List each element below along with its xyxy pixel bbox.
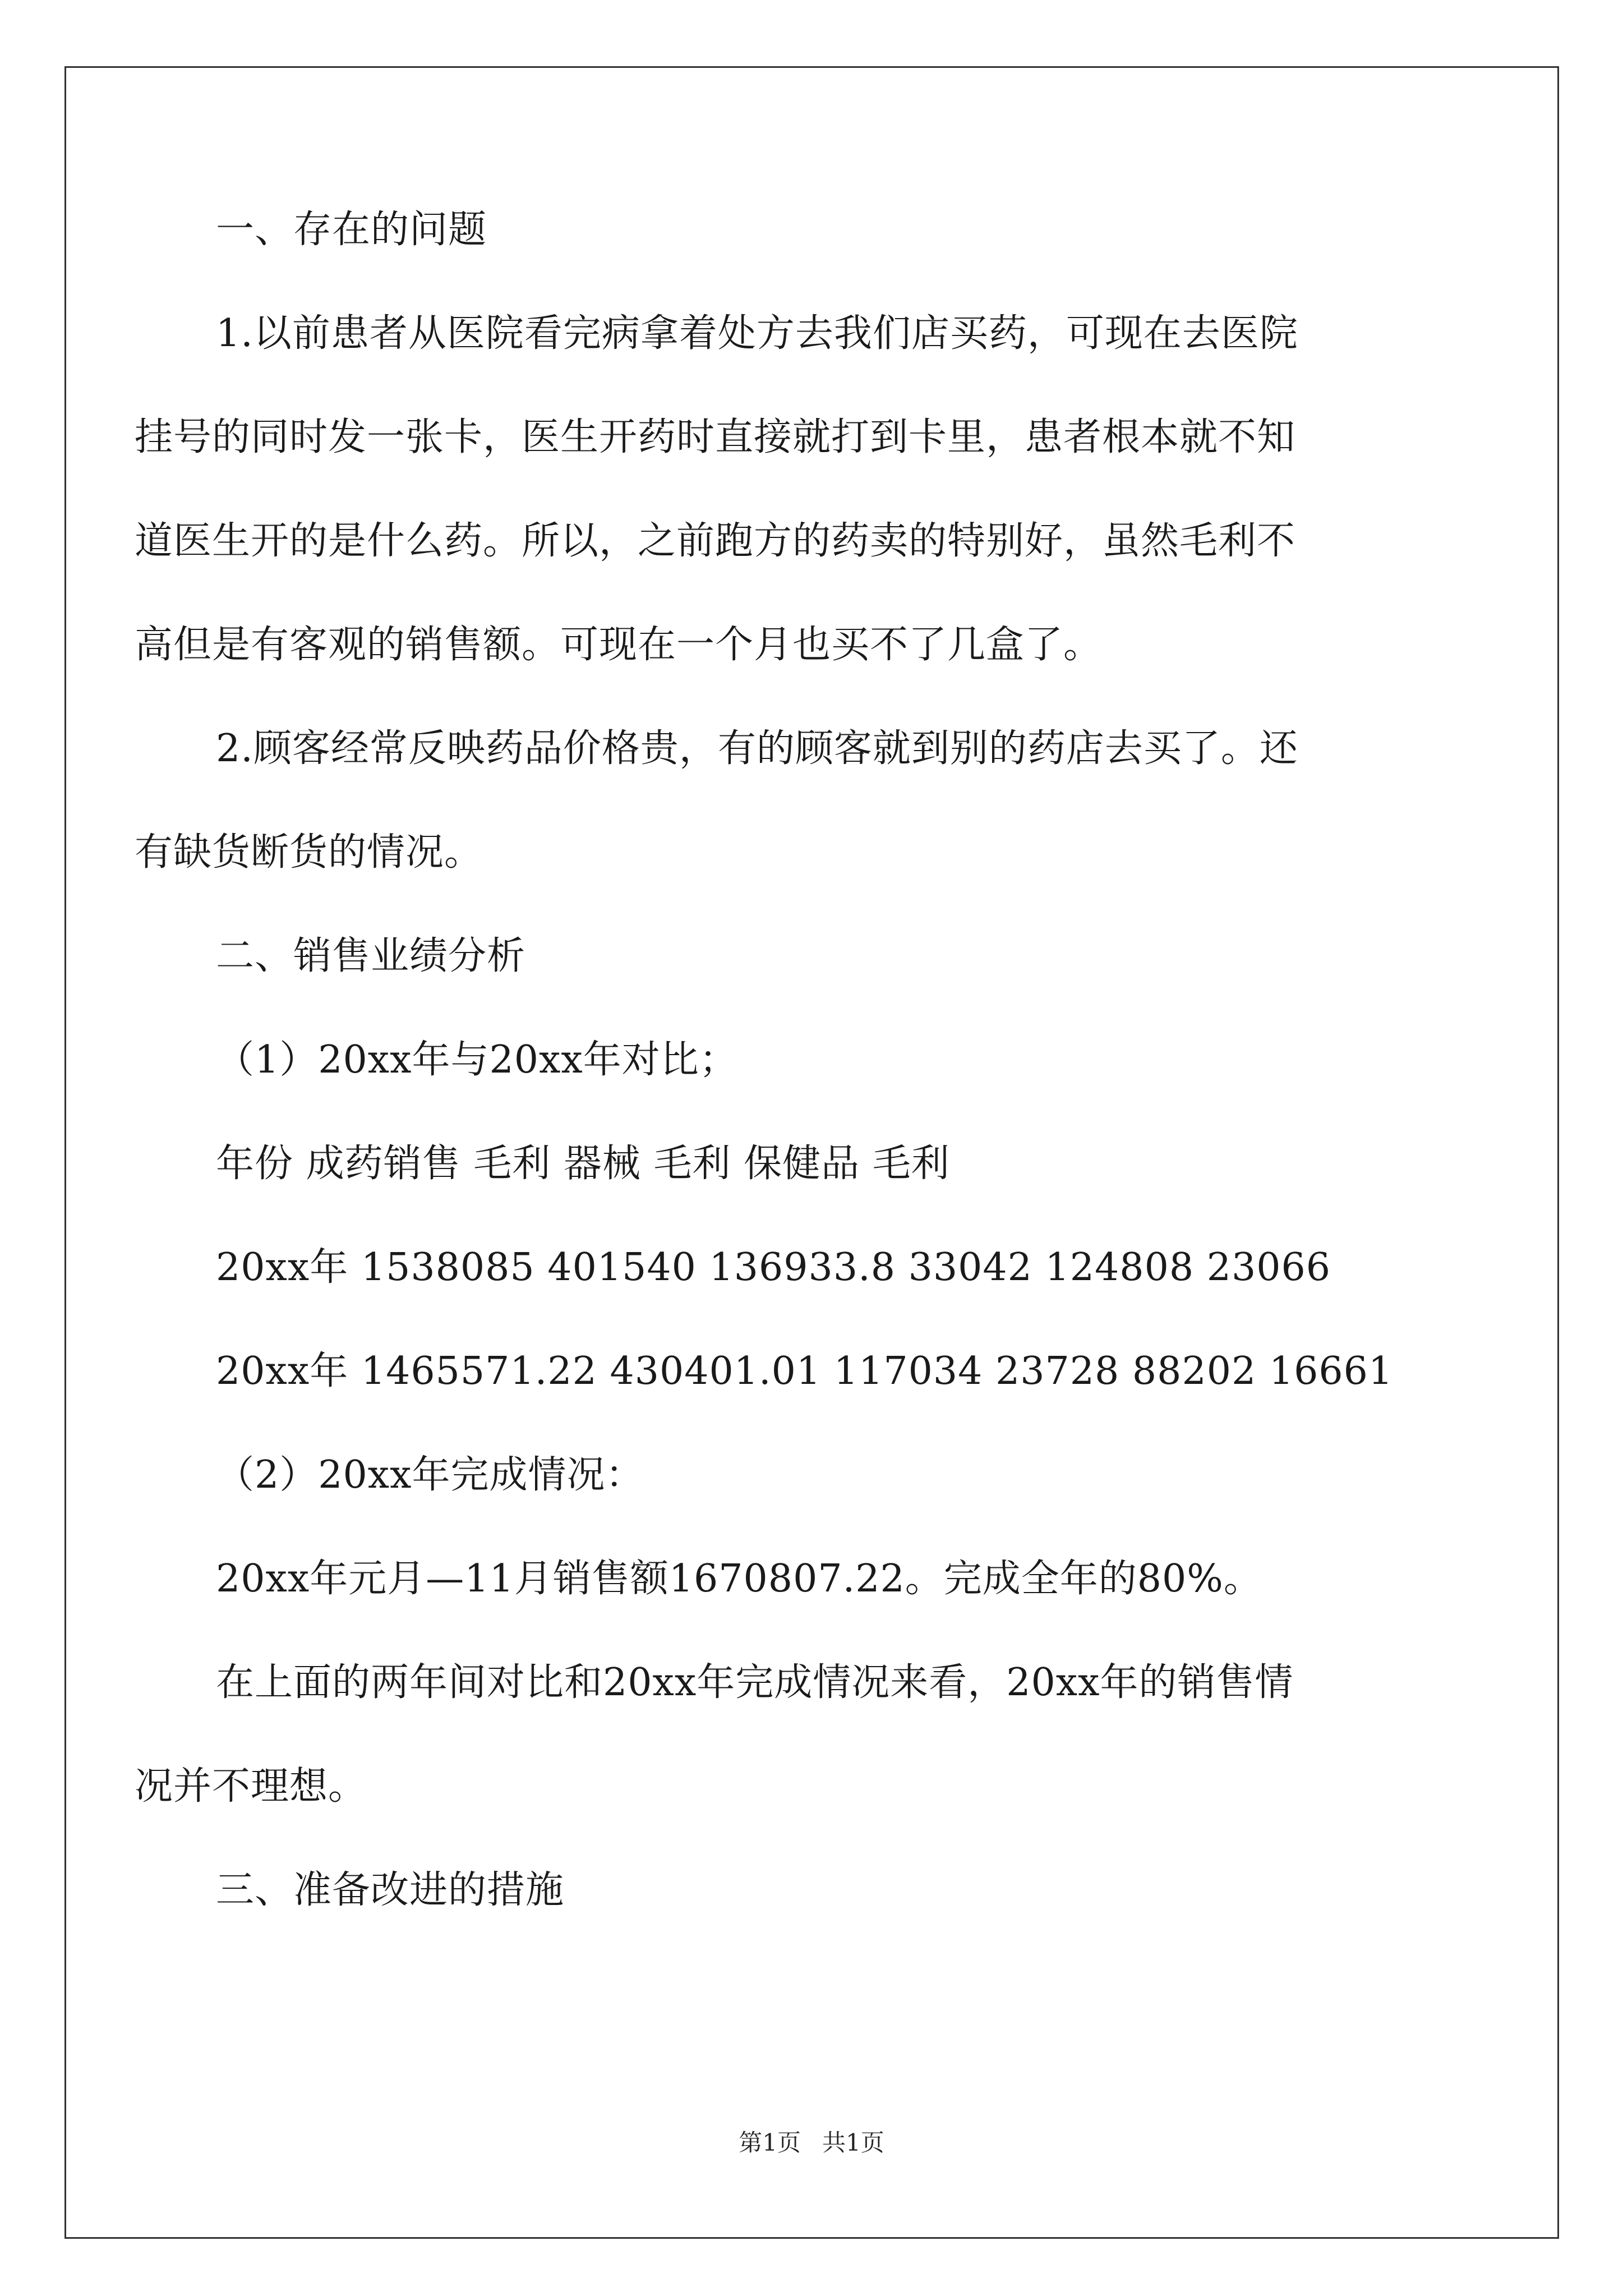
table-row-2: 20xx年 1465571.22 430401.01 117034 23728 88202 16661: [216, 1349, 1394, 1393]
completion-summary: 20xx年元月—11月销售额1670807.22。完成全年的80%。: [216, 1557, 1262, 1601]
paragraph-1-line-1: 1.以前患者从医院看完病拿着处方去我们店买药，可现在去医院: [216, 311, 1298, 356]
table-row-1: 20xx年 1538085 401540 136933.8 33042 124808 23066: [216, 1245, 1331, 1290]
paragraph-1-line-4: 高但是有客观的销售额。可现在一个月也买不了几盒了。: [135, 623, 1103, 667]
paragraph-3-line-2: 况并不理想。: [135, 1764, 367, 1809]
paragraph-2-line-1: 2.顾客经常反映药品价格贵，有的顾客就到别的药店去买了。还: [216, 726, 1298, 771]
subheading-completion: （2）20xx年完成情况：: [216, 1453, 644, 1497]
paragraph-1-line-2: 挂号的同时发一张卡，医生开药时直接就打到卡里，患者根本就不知: [135, 415, 1296, 459]
page-footer: [0, 2129, 1623, 2157]
heading-improvements: 三、准备改进的措施: [216, 1868, 565, 1912]
page-number: 第1页: [739, 2129, 801, 2156]
page-total: 共1页: [822, 2129, 884, 2156]
paragraph-1-line-3: 道医生开的是什么药。所以，之前跑方的药卖的特别好，虽然毛利不: [135, 519, 1296, 563]
subheading-comparison: （1）20xx年与20xx年对比；: [216, 1038, 738, 1082]
heading-sales-analysis: 二、销售业绩分析: [216, 934, 526, 978]
paragraph-3-line-1: 在上面的两年间对比和20xx年完成情况来看，20xx年的销售情: [216, 1660, 1294, 1705]
table-header-row: 年份 成药销售 毛利 器械 毛利 保健品 毛利: [216, 1142, 950, 1186]
heading-problems: 一、存在的问题: [216, 208, 487, 252]
paragraph-2-line-2: 有缺货断货的情况。: [135, 830, 483, 875]
